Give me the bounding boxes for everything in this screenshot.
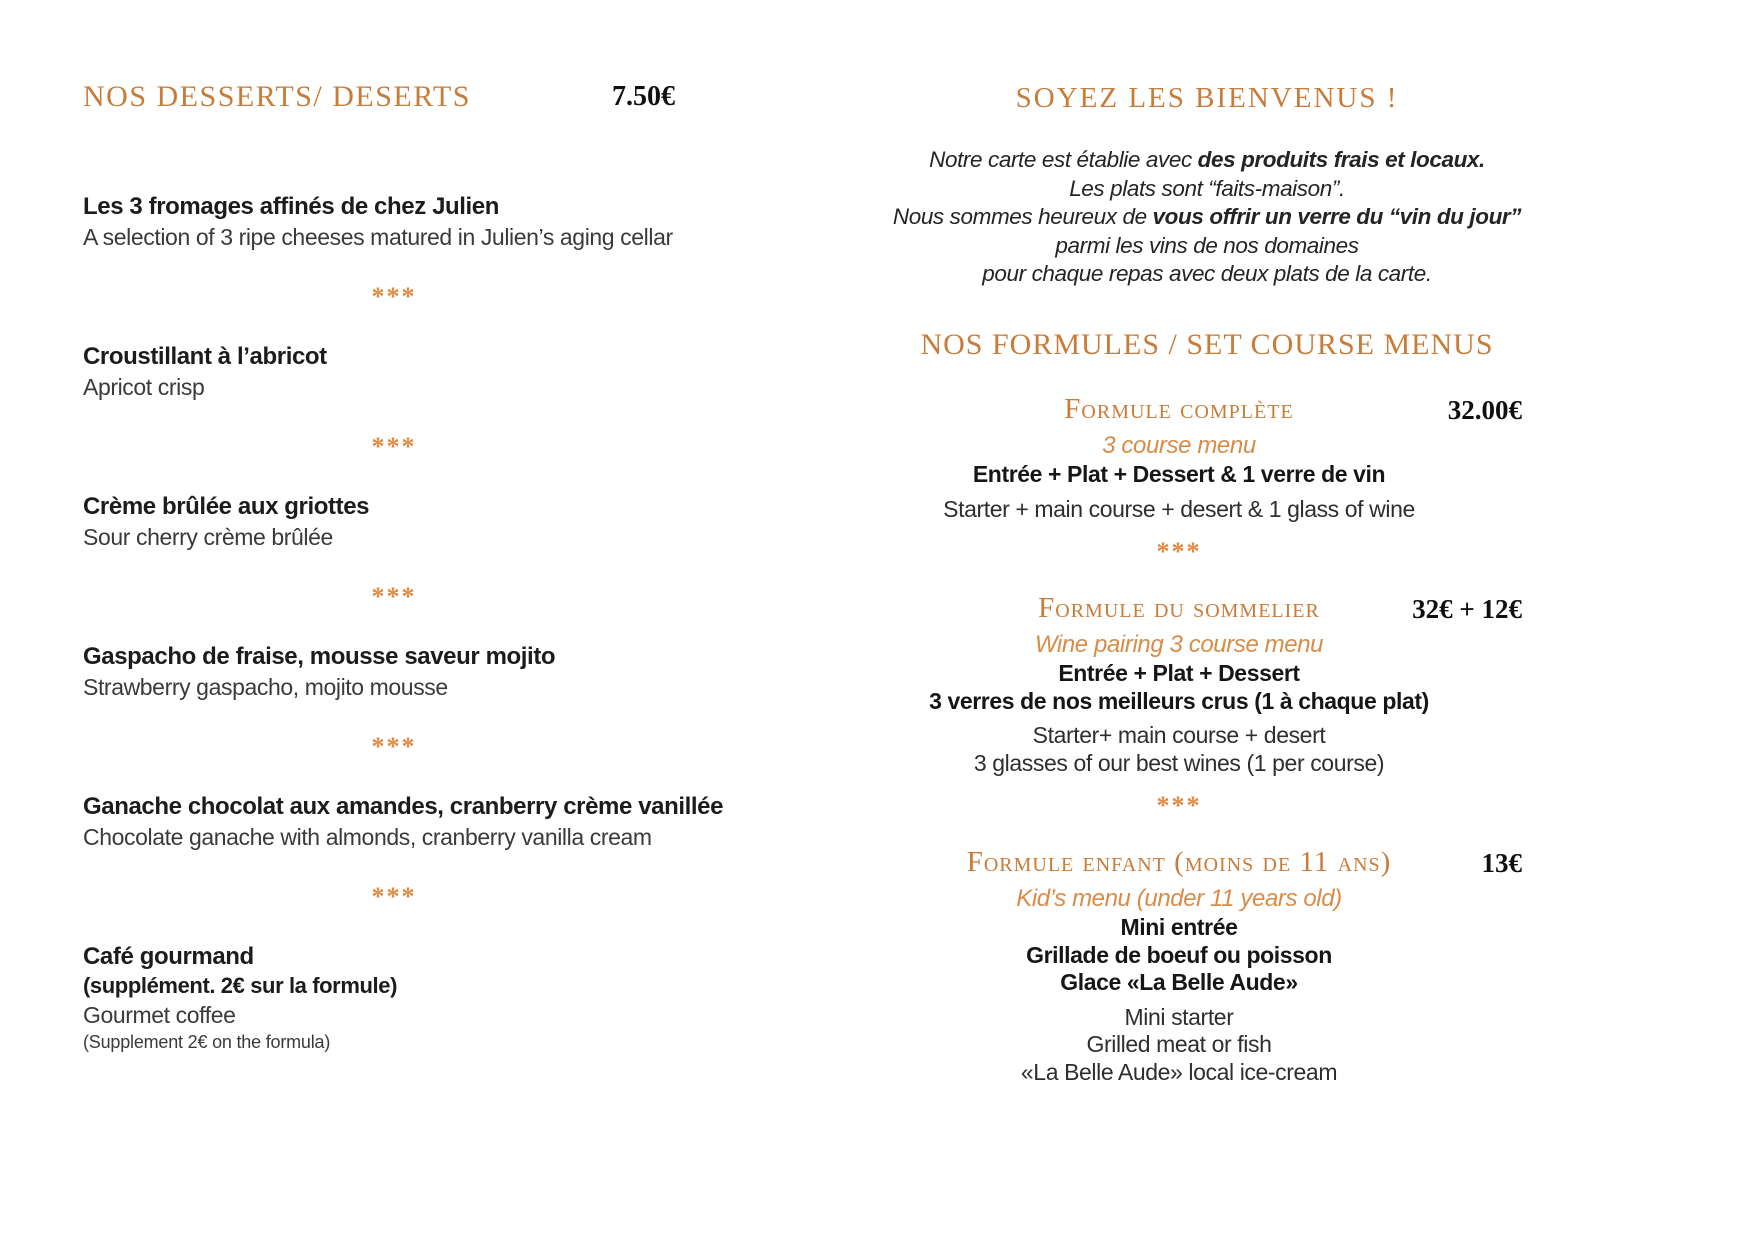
dessert-note-en: (Supplement 2€ on the formula) <box>83 1032 331 1052</box>
dessert-name-en: Strawberry gaspacho, mojito mousse <box>83 674 448 700</box>
stars-separator: *** <box>1156 537 1202 566</box>
welcome-segment: Nous sommes heureux de <box>892 204 1153 229</box>
formule-line-en: Starter+ main course + desert <box>1032 722 1326 748</box>
formule-block <box>836 392 1522 523</box>
formules-title: NOS FORMULES / SET COURSE MENUS <box>920 328 1494 361</box>
welcome-line <box>890 232 1524 261</box>
welcome-segment: pour chaque repas avec deux plats de la carte. <box>982 261 1432 286</box>
desserts-price: 7.50€ <box>612 81 675 112</box>
stars-separator: *** <box>371 582 417 611</box>
desserts-section <box>83 78 724 1054</box>
dessert-name-fr: Les 3 fromages affinés de chez Julien <box>83 193 500 220</box>
welcome-segment: parmi les vins de nos domaines <box>1055 232 1359 258</box>
dessert-item <box>83 492 705 552</box>
formule-price: 32.00€ <box>1447 395 1522 425</box>
dessert-name-fr: Crème brûlée aux griottes <box>83 493 370 520</box>
welcome-line <box>890 203 1524 232</box>
welcome-line <box>890 260 1524 289</box>
dessert-name-en: Chocolate ganache with almonds, cranberry vanilla cream <box>83 824 652 850</box>
formule-line-en: 3 glasses of our best wines (1 per course) <box>973 749 1385 776</box>
formule-title: Formule enfant (moins de 11 ans) <box>966 846 1392 878</box>
dessert-name-en: Apricot crisp <box>83 374 205 400</box>
formule-line-fr: Grillade de boeuf ou poisson <box>1026 941 1332 968</box>
formule-title-row <box>836 392 1522 431</box>
stars-separator: *** <box>371 282 417 311</box>
formules-section <box>836 392 1522 1086</box>
formule-title-row <box>836 845 1522 884</box>
dessert-note-fr: (supplément. 2€ sur la formule) <box>83 973 398 998</box>
dessert-item <box>83 192 705 252</box>
desserts-title: NOS DESSERTS/ DESERTS <box>83 80 471 113</box>
formule-line-fr: Mini entrée <box>1120 914 1238 940</box>
dessert-name-en: A selection of 3 ripe cheeses matured in Julien’s aging cellar <box>83 224 673 250</box>
formule-subtitle: 3 course menu <box>1102 432 1256 459</box>
dessert-item <box>83 942 705 1054</box>
stars-separator: *** <box>371 882 417 911</box>
dessert-name-fr: Café gourmand <box>83 943 254 970</box>
formule-line-fr: 3 verres de nos meilleurs crus (1 à chaque plat) <box>929 687 1429 714</box>
formule-price: 13€ <box>1481 848 1522 878</box>
welcome-line <box>890 146 1524 175</box>
formule-line-en: Starter + main course + desert & 1 glass of wine <box>943 495 1415 522</box>
formule-line-fr: Entrée + Plat + Dessert & 1 verre de vin <box>972 461 1386 487</box>
stars-separator: *** <box>371 432 417 461</box>
formule-title: Formule du sommelier <box>1038 592 1320 624</box>
formule-line-fr: Glace «La Belle Aude» <box>1060 969 1298 995</box>
welcome-title: SOYEZ LES BIENVENUS ! <box>1015 82 1399 114</box>
welcome-section <box>890 80 1524 289</box>
formule-title: Formule complète <box>1064 393 1294 425</box>
formule-block <box>836 845 1522 1086</box>
formule-line-en: Grilled meat or fish <box>1086 1031 1272 1057</box>
welcome-text <box>890 146 1524 289</box>
dessert-name-fr: Gaspacho de fraise, mousse saveur mojito <box>83 643 556 670</box>
formules-list <box>836 392 1522 1086</box>
welcome-segment: Les plats sont “faits-maison”. <box>1069 175 1345 201</box>
welcome-line <box>890 175 1524 204</box>
dessert-item <box>83 342 705 402</box>
welcome-bold-segment: des produits frais et locaux. <box>1197 147 1485 172</box>
dessert-name-en: Gourmet coffee <box>83 1002 236 1028</box>
stars-separator: *** <box>371 732 417 761</box>
formule-block <box>836 591 1522 777</box>
dessert-name-fr: Ganache chocolat aux amandes, cranberry crème vanillée <box>83 793 724 820</box>
dessert-name-fr: Croustillant à l’abricot <box>83 343 327 370</box>
formule-subtitle: Kid’s menu (under 11 years old) <box>1016 885 1342 912</box>
formule-title-row <box>836 591 1522 630</box>
welcome-bold-segment: vous offrir un verre du “vin du jour” <box>1152 204 1522 229</box>
formule-subtitle: Wine pairing 3 course menu <box>1034 631 1324 658</box>
welcome-segment: Notre carte est établie avec <box>929 147 1198 172</box>
formule-price: 32€ + 12€ <box>1412 594 1522 624</box>
formule-line-fr: Entrée + Plat + Dessert <box>1058 660 1300 686</box>
stars-separator: *** <box>1156 791 1202 820</box>
desserts-list <box>83 192 724 1054</box>
desserts-heading-row <box>83 78 705 116</box>
dessert-item <box>83 792 724 852</box>
formule-line-en: Mini starter <box>1124 1003 1234 1030</box>
dessert-item <box>83 642 705 702</box>
dessert-name-en: Sour cherry crème brûlée <box>83 524 333 550</box>
formule-line-en: «La Belle Aude» local ice-cream <box>1020 1058 1338 1085</box>
